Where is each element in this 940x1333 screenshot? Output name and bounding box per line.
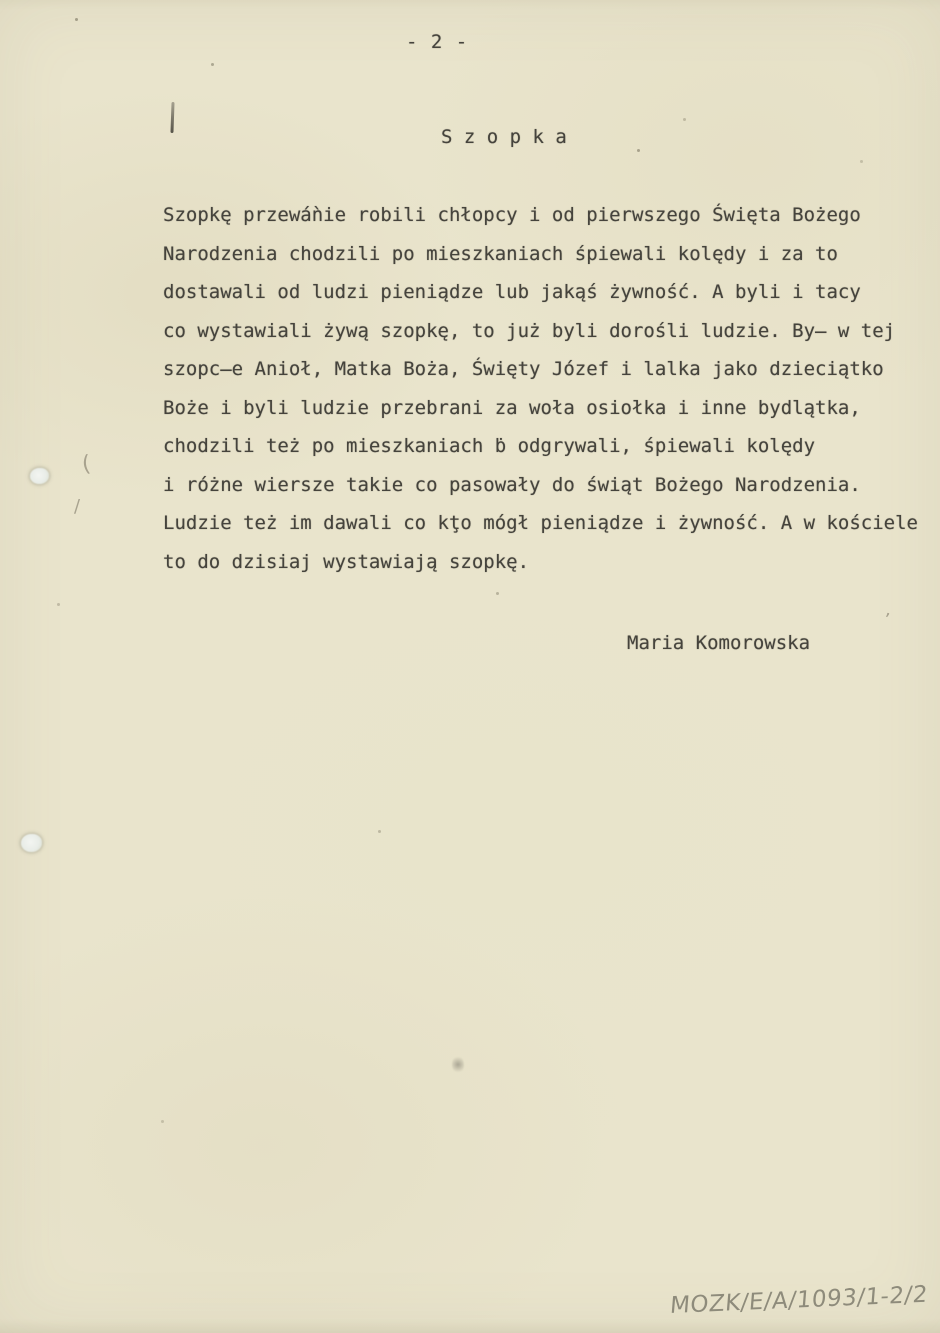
page-number: - 2 - — [406, 31, 469, 53]
body-line: Ludzie też im dawali co kţo mógł pieniądze i żywność. A w kościele — [163, 512, 918, 534]
paper-specks — [75, 18, 78, 21]
body-line: dostawali od ludzi pieniądze lub jakąś żywność. A byli i tacy — [163, 281, 861, 303]
pencil-mark: ’ — [882, 609, 892, 632]
paper-hole — [30, 468, 49, 484]
body-line: to do dzisiaj wystawiają szopkę. — [163, 550, 530, 573]
body-line: Narodzenia chodzili po mieszkaniach śpiewali kolędy i za to — [163, 242, 838, 265]
pencil-mark: / — [74, 496, 81, 517]
handwritten-archive-reference: MOZK/E/A/1093/1-2/2 — [668, 1281, 929, 1320]
body-line: Boże i byli ludzie przebrani za woła osiołka i inne bydlątka, — [163, 396, 861, 419]
author-signature: Maria Komorowska — [627, 632, 811, 654]
paper-smudge — [452, 1056, 464, 1073]
body-line: chodzili też po mieszkaniach ḃ odgrywali, śpiewali kolędy — [163, 435, 816, 457]
pencil-mark: ( — [80, 451, 92, 478]
body-line: szopc̶e Anioł, Matka Boża, Święty Józef i lalka jako dzieciątko — [163, 358, 884, 380]
paper-hole — [21, 834, 42, 852]
pen-stroke-mark — [170, 102, 174, 133]
body-line: co wystawiali żywą szopkę, to już byli dorośli ludzie. By̶ w tej — [163, 319, 896, 342]
body-line: Szopkę przewáǹie robili chłopcy i od pierwszego Święta Bożego — [163, 204, 861, 226]
document-title: S z o p k a — [441, 126, 567, 148]
body-line: i różne wiersze takie co pasowały do świąt Bożego Narodzenia. — [163, 473, 861, 496]
document-body — [163, 196, 931, 581]
